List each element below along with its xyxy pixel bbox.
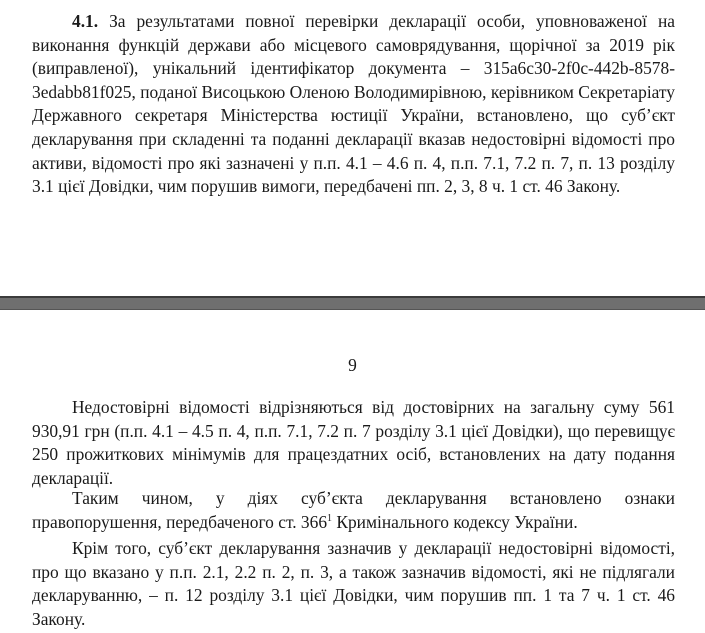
document-page-top [0,0,705,296]
paragraph-criminal-offense [32,487,675,534]
article-superscript: 1 [327,512,333,524]
page-separator [0,296,705,310]
paragraph-false-info-sum [32,396,675,490]
paragraph-text-after: Кримінального кодексу України. [332,511,578,532]
page-number: 9 [348,355,357,375]
paragraph-4-1 [32,10,675,199]
paragraph-text: Недостовірні відомості відрізняються від достовірних на загальну суму 561 930,91 грн (п.п. 4.1 – 4.5 п. 4, п.п. 7.1, 7.2 п. 7 розділу 3.1 цієї Довідки), що перевищує 250 прожиткових мінімумів для працездатних осіб, встановлених на дату подання декларації. [32,397,675,488]
document-page-bottom [0,310,705,633]
paragraph-text-before: Таким чином, у діях суб’єкта декларування встановлено ознаки правопорушення, передбаченого ст. 366 [32,488,675,532]
paragraph-text: Крім того, суб’єкт декларування зазначив у декларації недостовірні відомості, про що вказано у п.п. 2.1, 2.2 п. 2, п. 3, а також зазначив відомості, які не підлягали декларуванню, – п. 12 розділу 3.1 цієї Довідки, чим порушив пп. 1 та 7 ч. 1 ст. 46 Закону. [32,538,675,629]
paragraph-number: 4.1. [72,11,99,31]
paragraph-additional-violations [32,537,675,631]
paragraph-text: За результатами повної перевірки декларації особи, уповноваженої на виконання функцій держави або місцевого самоврядування, щорічної за 2019 рік (виправленої), унікальний ідентифікатор документа – 315a6c30-2f0c-442b-8578-3edabb81f025, поданої Висоцькою Оленою Володимирівною, керівником Секретаріату Державного секретаря Міністерства юстиції України, встановлено, що суб’єкт декларування при складенні та поданні декларації вказав недостовірні відомості про активи, відомості про які зазначені у п.п. 4.1 – 4.6 п. 4, п.п. 7.1, 7.2 п. 7, п. 13 розділу 3.1 цієї Довідки, чим порушив вимоги, передбачені пп. 2, 3, 8 ч. 1 ст. 46 Закону. [32,11,675,197]
